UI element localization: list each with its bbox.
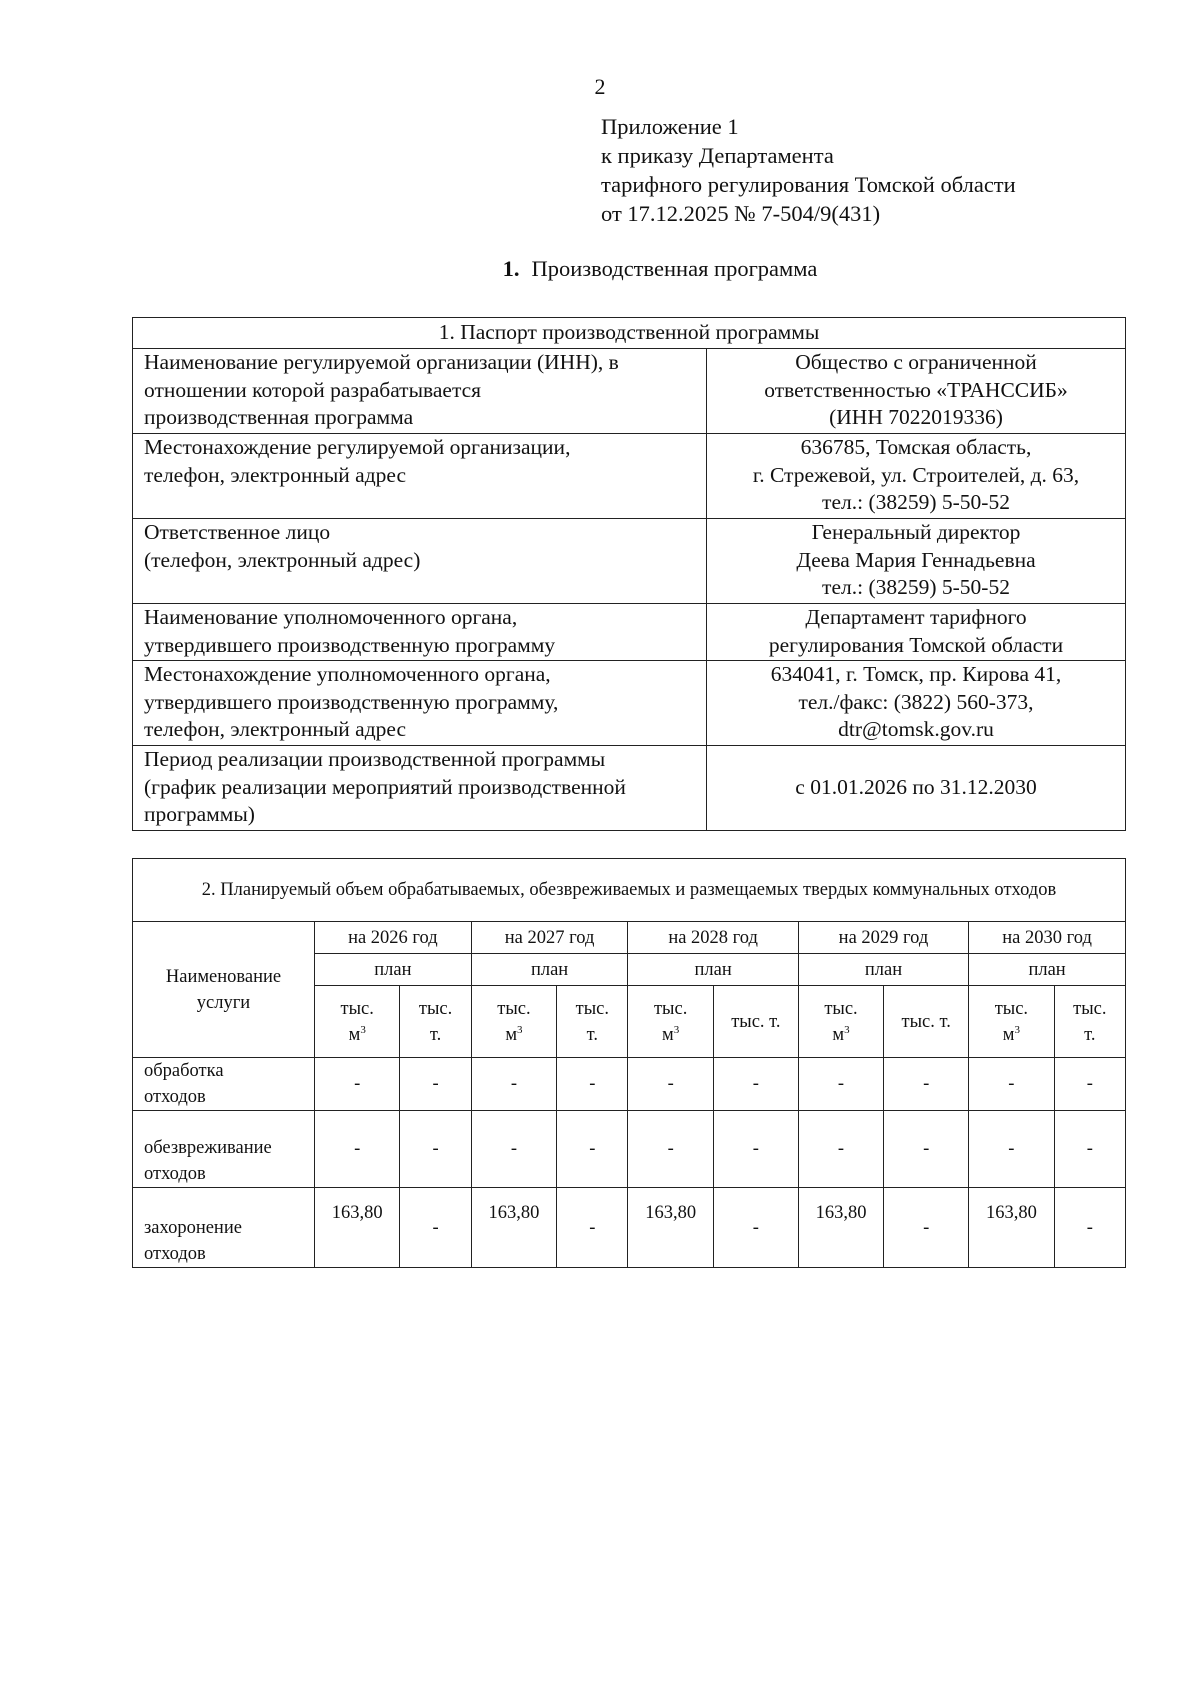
table-row	[133, 746, 1126, 831]
appendix-line: к приказу Департамента	[601, 143, 834, 168]
passport-table	[132, 317, 1126, 831]
unit-text: тыс.	[994, 998, 1029, 1019]
unit-text: тыс.	[418, 998, 453, 1019]
table-row	[133, 349, 1126, 434]
unit-sup: 3	[1014, 1023, 1020, 1036]
passport-label	[133, 661, 707, 746]
label-line: Местонахождение регулируемой организации,	[144, 435, 571, 459]
passport-value	[707, 519, 1126, 604]
value-line: Департамент тарифного	[805, 605, 1027, 629]
table-row	[133, 434, 1126, 519]
passport-label	[133, 519, 707, 604]
unit-text: тыс.	[1073, 998, 1107, 1019]
unit-sup: 3	[844, 1023, 850, 1036]
unit-text: т.	[586, 1024, 598, 1045]
value-line: 634041, г. Томск, пр. Кирова 41,	[770, 662, 1062, 686]
value-line: Общество с ограниченной	[795, 350, 1037, 374]
label-line: телефон, электронный адрес	[144, 462, 407, 487]
label-line: отношении которой разрабатывается	[144, 377, 482, 402]
value-line: Деева Мария Геннадьевна	[796, 547, 1036, 572]
value-cell: -	[884, 1058, 969, 1111]
unit-t	[400, 986, 471, 1058]
passport-caption: 1. Паспорт производственной программы	[133, 318, 1126, 349]
value-cell: -	[400, 1111, 471, 1188]
unit-text: тыс.	[497, 998, 531, 1019]
value-cell: 163,80	[315, 1188, 400, 1268]
service-name-line: отходов	[144, 1164, 206, 1184]
value-line: dtr@tomsk.gov.ru	[838, 717, 994, 741]
value-cell: -	[628, 1111, 713, 1188]
unit-m3	[798, 986, 883, 1058]
service-header-line: услуги	[196, 992, 251, 1013]
unit-m3	[969, 986, 1054, 1058]
value-cell: -	[969, 1058, 1054, 1111]
value-cell: -	[1054, 1111, 1125, 1188]
service-name-line: отходов	[144, 1087, 206, 1107]
table-row	[133, 1058, 1126, 1111]
unit-text	[975, 1022, 1047, 1048]
year-header: на 2029 год	[798, 922, 968, 954]
label-line: Наименование регулируемой организации (ИНН), в	[144, 350, 619, 374]
section-title	[0, 256, 1200, 282]
unit-text: т.	[429, 1024, 442, 1045]
year-header: на 2030 год	[969, 922, 1126, 954]
value-cell: -	[798, 1058, 883, 1111]
unit-text: м	[832, 1024, 845, 1045]
value-cell: -	[315, 1111, 400, 1188]
unit-t	[557, 986, 628, 1058]
unit-t: тыс. т.	[713, 986, 798, 1058]
page-number: 2	[594, 74, 606, 99]
value-cell: -	[798, 1111, 883, 1188]
table-row	[133, 661, 1126, 746]
passport-value	[707, 349, 1126, 434]
section-title-text: Производственная программа	[531, 256, 818, 281]
unit-text	[805, 1022, 877, 1048]
unit-m3	[471, 986, 556, 1058]
label-line: Период реализации производственной программы	[144, 747, 606, 771]
label-line: (телефон, электронный адрес)	[144, 547, 421, 572]
label-line: телефон, электронный адрес	[144, 717, 407, 741]
unit-text: м	[1002, 1024, 1015, 1045]
unit-text: м	[662, 1024, 674, 1045]
passport-value	[707, 434, 1126, 519]
plan-label: план	[315, 954, 472, 986]
unit-text: м	[505, 1024, 518, 1045]
value-line: тел.: (38259) 5-50-52	[822, 490, 1010, 514]
value-cell: 163,80	[628, 1188, 713, 1268]
value-cell: -	[400, 1188, 471, 1268]
appendix-line: тарифного регулирования Томской области	[601, 172, 1016, 197]
value-line: регулирования Томской области	[768, 632, 1064, 657]
value-line: (ИНН 7022019336)	[829, 405, 1003, 429]
service-name-line: обработка	[144, 1061, 224, 1081]
value-line: г. Стрежевой, ул. Строителей, д. 63,	[752, 462, 1080, 487]
value-line: Генеральный директор	[811, 520, 1021, 544]
value-cell: -	[400, 1058, 471, 1111]
service-name	[133, 1111, 315, 1188]
value-cell: -	[1054, 1188, 1125, 1268]
value-line: ответственностью «ТРАНССИБ»	[764, 377, 1068, 402]
value-cell: 163,80	[969, 1188, 1054, 1268]
passport-value	[707, 746, 1126, 831]
section-number: 1.	[502, 256, 520, 281]
value-cell: -	[557, 1188, 628, 1268]
value-cell: -	[1054, 1058, 1125, 1111]
table-row	[133, 604, 1126, 661]
table-row	[133, 1111, 1126, 1188]
label-line: производственная программа	[144, 405, 414, 429]
value-cell: -	[557, 1058, 628, 1111]
unit-sup: 3	[673, 1023, 680, 1036]
label-line: утвердившего производственную программу,	[144, 689, 559, 714]
value-cell: 163,80	[471, 1188, 556, 1268]
passport-value	[707, 661, 1126, 746]
unit-t: тыс. т.	[884, 986, 969, 1058]
value-cell: -	[471, 1111, 556, 1188]
value-cell: -	[471, 1058, 556, 1111]
appendix-line: от 17.12.2025 № 7-504/9(431)	[601, 201, 881, 226]
value-cell: -	[713, 1188, 798, 1268]
passport-value	[707, 604, 1126, 661]
value-cell: -	[969, 1111, 1054, 1188]
value-cell: -	[315, 1058, 400, 1111]
volume-caption: 2. Планируемый объем обрабатываемых, обезвреживаемых и размещаемых твердых коммунальных отходов	[133, 859, 1126, 922]
service-name-line: обезвреживание	[144, 1138, 272, 1158]
service-name	[133, 1188, 315, 1268]
plan-label: план	[969, 954, 1126, 986]
unit-text: т.	[1084, 1024, 1096, 1045]
appendix-line: Приложение 1	[601, 114, 739, 139]
value-cell: -	[713, 1111, 798, 1188]
unit-m3	[315, 986, 400, 1058]
value-line: тел./факс: (3822) 560-373,	[798, 689, 1034, 714]
unit-text	[634, 1022, 706, 1048]
value-line: тел.: (38259) 5-50-52	[822, 575, 1010, 599]
service-name-line: отходов	[144, 1244, 206, 1264]
passport-label	[133, 349, 707, 434]
service-header	[133, 922, 315, 1058]
label-line: программы)	[144, 802, 255, 826]
value-cell: 163,80	[798, 1188, 883, 1268]
value-cell: -	[884, 1188, 969, 1268]
value-line: 636785, Томская область,	[800, 435, 1032, 459]
unit-text: тыс.	[653, 998, 688, 1019]
table-row	[133, 519, 1126, 604]
value-cell: -	[557, 1111, 628, 1188]
unit-m3	[628, 986, 713, 1058]
unit-text: тыс.	[575, 998, 609, 1019]
unit-text: м	[348, 1024, 361, 1045]
plan-label: план	[798, 954, 968, 986]
appendix-header	[601, 112, 1016, 228]
plan-label: план	[628, 954, 798, 986]
label-line: Ответственное лицо	[144, 520, 331, 544]
value-cell: -	[628, 1058, 713, 1111]
label-line: (график реализации мероприятий производственной	[144, 774, 626, 799]
unit-sup: 3	[517, 1023, 523, 1036]
year-header: на 2027 год	[471, 922, 628, 954]
label-line: утвердившего производственную программу	[144, 632, 556, 657]
service-name-line: захоронение	[144, 1218, 242, 1238]
value-cell: -	[884, 1111, 969, 1188]
service-name	[133, 1058, 315, 1111]
passport-label	[133, 746, 707, 831]
service-header-line: Наименование	[165, 966, 282, 987]
value-cell: -	[713, 1058, 798, 1111]
volume-table	[132, 858, 1126, 1268]
label-line: Местонахождение уполномоченного органа,	[144, 662, 551, 686]
unit-text	[321, 1022, 393, 1048]
table-row	[133, 1188, 1126, 1268]
unit-t	[1054, 986, 1125, 1058]
plan-label: план	[471, 954, 628, 986]
passport-label	[133, 434, 707, 519]
year-header: на 2026 год	[315, 922, 472, 954]
value-line: с 01.01.2026 по 31.12.2030	[795, 775, 1037, 800]
unit-text: тыс.	[340, 998, 374, 1019]
year-header: на 2028 год	[628, 922, 798, 954]
passport-label	[133, 604, 707, 661]
label-line: Наименование уполномоченного органа,	[144, 605, 518, 629]
unit-text: тыс.	[824, 998, 858, 1019]
unit-sup: 3	[360, 1023, 366, 1036]
unit-text	[478, 1022, 550, 1048]
